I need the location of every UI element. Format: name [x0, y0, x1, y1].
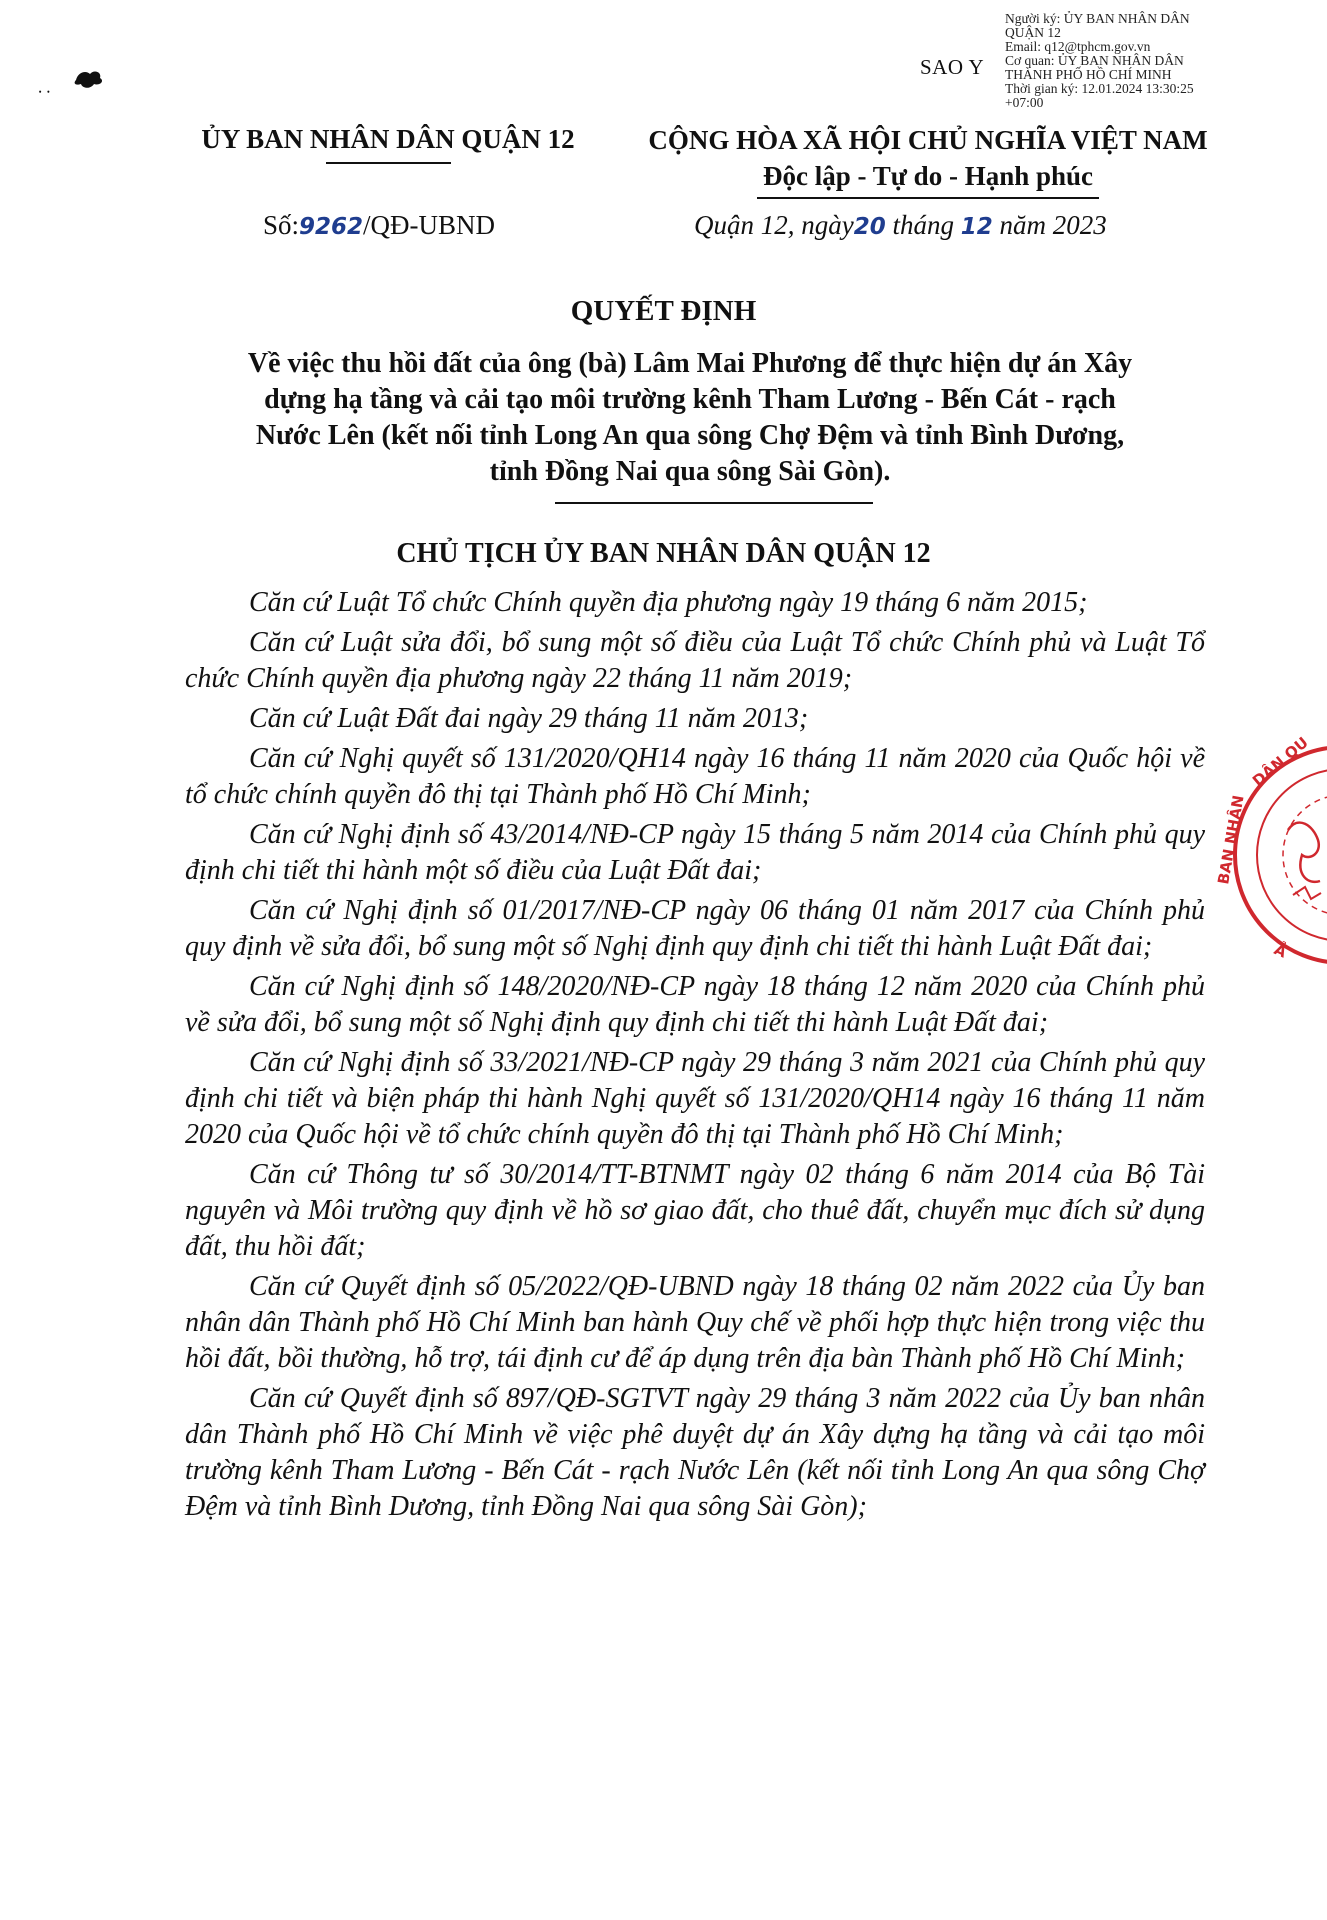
subject-line: Về việc thu hồi đất của ông (bà) Lâm Mai Phương để thực hiện dự án Xây [247, 348, 1133, 379]
subject-line: tỉnh Đồng Nai qua sông Sài Gòn). [489, 456, 891, 487]
signature-line: Email: q12@tphcm.gov.vn [1005, 39, 1151, 54]
document-number [263, 210, 495, 241]
legal-basis-paragraph: Căn cứ Nghị định số 148/2020/NĐ-CP ngày 18 tháng 12 năm 2020 của Chính phủ về sửa đổi, bổ sung một số Nghị định quy định chi tiết thi hành Luật Đất đai; [185, 971, 1205, 1038]
subject-divider [555, 502, 873, 504]
scan-mark-dots: ⸳ ⸳ [38, 82, 51, 99]
date-month-label: tháng [892, 210, 955, 240]
legal-basis-paragraph: Căn cứ Luật Đất đai ngày 29 tháng 11 năm 2013; [249, 703, 809, 734]
issuing-authority [188, 122, 588, 164]
nation-name: CỘNG HÒA XÃ HỘI CHỦ NGHĨA VIỆT NAM [648, 125, 1208, 155]
national-motto: Độc lập - Tự do - Hạnh phúc [757, 158, 1099, 199]
signature-line: QUẬN 12 [1005, 25, 1061, 40]
legal-basis-paragraph: Căn cứ Nghị quyết số 131/2020/QH14 ngày 16 tháng 11 năm 2020 của Quốc hội về tổ chức chính quyền đô thị tại Thành phố Hồ Chí Minh; [185, 743, 1205, 810]
signature-line: +07:00 [1005, 95, 1044, 110]
legal-basis-paragraph: Căn cứ Nghị định số 43/2014/NĐ-CP ngày 15 tháng 5 năm 2014 của Chính phủ quy định chi tiết thi hành một số điều của Luật Đất đai; [185, 819, 1205, 886]
document-subject [190, 346, 1190, 490]
authority-name: ỦY BAN NHÂN DÂN QUẬN 12 [201, 124, 575, 154]
document-date [694, 210, 1107, 241]
doc-number-suffix: /QĐ-UBND [363, 210, 496, 240]
copy-mark: SAO Y [920, 55, 985, 79]
signature-line: Người ký: ỦY BAN NHÂN DÂN [1005, 11, 1190, 26]
chairman-heading: CHỦ TỊCH ỦY BAN NHÂN DÂN QUẬN 12 [396, 538, 931, 569]
doc-number-prefix: Số: [263, 210, 300, 240]
document-body [185, 585, 1205, 1529]
signature-line: Cơ quan: ỦY BAN NHÂN DÂN [1005, 53, 1184, 68]
date-year: năm 2023 [999, 210, 1107, 240]
digital-signature-block [1005, 12, 1305, 110]
doc-number-handwritten: 9262 [299, 214, 364, 240]
legal-basis-paragraph: Căn cứ Luật sửa đổi, bổ sung một số điều của Luật Tổ chức Chính phủ và Luật Tổ chức Chính quyền địa phương ngày 22 tháng 11 năm 2019; [185, 627, 1205, 694]
legal-basis-paragraph: Căn cứ Quyết định số 05/2022/QĐ-UBND ngày 18 tháng 02 năm 2022 của Ủy ban nhân dân Thành phố Hồ Chí Minh ban hành Quy chế về phối hợp thực hiện trong việc thu hồi đất, bồi thường, hỗ trợ, tái định cư để áp dụng trên địa bàn Thành phố Hồ Chí Minh; [185, 1271, 1205, 1374]
scan-mark-blob [72, 66, 106, 92]
signature-line: THÀNH PHỐ HỒ CHÍ MINH [1005, 67, 1172, 82]
svg-text:DÂN QU: DÂN QU [1249, 733, 1312, 791]
svg-text:Ả: Ả [1271, 940, 1290, 962]
national-header [618, 122, 1238, 199]
subject-line: dựng hạ tầng và cải tạo môi trường kênh Tham Lương - Bến Cát - rạch [264, 384, 1116, 415]
legal-basis-paragraph: Căn cứ Nghị định số 33/2021/NĐ-CP ngày 29 tháng 3 năm 2021 của Chính phủ quy định chi tiết và biện pháp thi hành Nghị quyết số 131/2020/QH14 ngày 16 tháng 11 năm 2020 của Quốc hội về tổ chức chính quyền đô thị tại Thành phố Hồ Chí Minh; [185, 1047, 1205, 1150]
document-title: QUYẾT ĐỊNH [570, 295, 757, 327]
legal-basis-paragraph: Căn cứ Luật Tổ chức Chính quyền địa phương ngày 19 tháng 6 năm 2015; [249, 587, 1088, 618]
date-month: 12 [960, 214, 993, 240]
red-seal-fragment [1214, 733, 1327, 975]
subject-line: Nước Lên (kết nối tỉnh Long An qua sông Chợ Đệm và tỉnh Bình Dương, [255, 420, 1125, 451]
legal-basis-paragraph: Căn cứ Thông tư số 30/2014/TT-BTNMT ngày 02 tháng 6 năm 2014 của Bộ Tài nguyên và Môi trường quy định về hồ sơ giao đất, cho thuê đất, chuyển mục đích sử dụng đất, thu hồi đất; [185, 1159, 1205, 1262]
date-day: 20 [853, 214, 886, 240]
signature-line: Thời gian ký: 12.01.2024 13:30:25 [1005, 81, 1194, 96]
header-divider [326, 162, 451, 164]
legal-basis-paragraph: Căn cứ Nghị định số 01/2017/NĐ-CP ngày 06 tháng 01 năm 2017 của Chính phủ quy định về sửa đổi, bổ sung một số Nghị định quy định chi tiết thi hành Luật Đất đai; [185, 895, 1205, 962]
date-place: Quận 12, ngày [694, 210, 854, 240]
svg-text:BAN NHÂN: BAN NHÂN [1214, 793, 1248, 886]
legal-basis-paragraph: Căn cứ Quyết định số 897/QĐ-SGTVT ngày 29 tháng 3 năm 2022 của Ủy ban nhân dân Thành phố Hồ Chí Minh về việc phê duyệt dự án Xây dựng hạ tầng và cải tạo môi trường kênh Tham Lương - Bến Cát - rạch Nước Lên (kết nối tỉnh Long An qua sông Chợ Đệm và tỉnh Bình Dương, tỉnh Đồng Nai qua sông Sài Gòn); [185, 1383, 1205, 1522]
